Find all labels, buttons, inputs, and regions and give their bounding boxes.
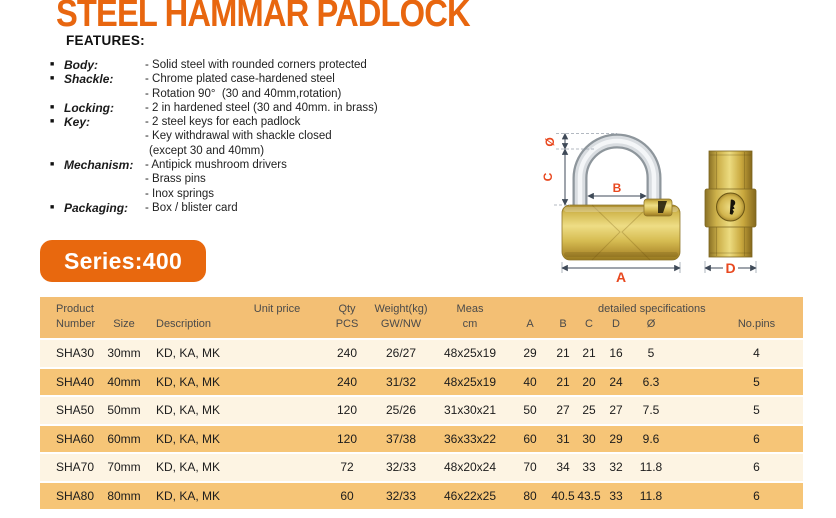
feature-row: [50, 201, 378, 215]
col-header: No.pins: [737, 318, 776, 330]
col-header: [96, 303, 152, 315]
table-cell: 46x22x25: [443, 488, 497, 503]
table-cell: 50mm: [107, 403, 141, 417]
table-cell: 31: [556, 431, 570, 446]
table-cell: 48x20x24: [443, 460, 497, 474]
table-header: [40, 297, 803, 338]
table-cell: 6: [753, 460, 760, 474]
bullet-icon: ■: [50, 118, 55, 126]
page-title: STEEL HAMMAR PADLOCK: [56, 0, 470, 35]
table-cell: 6.3: [642, 374, 660, 389]
feature-text: - Key withdrawal with shackle closed: [145, 130, 332, 143]
bullet-icon: [50, 129, 64, 143]
table-cell: 120: [336, 431, 358, 446]
table-cell: 72: [340, 460, 354, 474]
table-row: [40, 369, 803, 396]
table-cell: 30mm: [107, 346, 141, 360]
bullet-icon: ■: [50, 161, 55, 169]
table-cell: 16: [609, 346, 623, 360]
table-cell: 36x33x22: [443, 431, 497, 446]
table-cell: 5: [753, 374, 760, 389]
padlock-side-view: [705, 151, 756, 257]
feature-label: [64, 129, 145, 143]
table-cell: KD, KA, MK: [156, 488, 221, 503]
series-badge: [40, 240, 206, 282]
col-header: B: [559, 318, 567, 330]
col-header: D: [612, 318, 620, 330]
table-cell: KD, KA, MK: [156, 403, 221, 417]
feature-text: - Inox springs: [145, 187, 215, 200]
dim-label-diameter: Ø: [543, 137, 557, 147]
table-cell: 34: [556, 460, 570, 474]
feature-text: - Brass pins: [145, 173, 206, 186]
feature-label: Locking:: [64, 100, 114, 115]
feature-label: [64, 172, 145, 186]
padlock-body: [562, 199, 680, 260]
bullet-icon: ■: [50, 61, 55, 68]
table-cell: 32/33: [385, 488, 417, 503]
feature-row: [50, 115, 378, 129]
side-dimensions: [705, 260, 756, 276]
table-cell: 29: [609, 431, 623, 446]
col-header: GW/NW: [380, 318, 422, 330]
table-cell: 31/32: [385, 374, 417, 389]
feature-text: - 2 steel keys for each padlock: [145, 116, 301, 129]
table-cell: 4: [753, 346, 760, 360]
feature-text: - Chrome plated case-hardened steel: [145, 73, 335, 86]
table-cell: 120: [336, 403, 358, 417]
feature-row: [50, 129, 378, 143]
table-cell: [232, 369, 322, 396]
features-heading: FEATURES:: [66, 33, 145, 48]
feature-label: [64, 144, 145, 158]
feature-row: [50, 172, 378, 186]
col-header: PCS: [335, 318, 359, 330]
feature-text: - 2 in hardened steel (30 and 40mm. in brass): [145, 101, 378, 114]
bullet-icon: ■: [50, 75, 55, 83]
col-header: Ø: [646, 318, 656, 330]
table-cell: 50: [523, 403, 537, 417]
table-cell: 40mm: [107, 374, 141, 389]
table-cell: 37/38: [385, 431, 417, 446]
table-cell: 6: [753, 431, 760, 446]
padlock-diagram: [540, 115, 802, 290]
table-cell: 21: [556, 346, 570, 360]
feature-row: [50, 58, 378, 72]
bullet-icon: [50, 144, 64, 158]
table-cell: 60: [523, 431, 537, 446]
table-cell: 60mm: [107, 431, 141, 446]
table-cell: 43.5: [577, 488, 601, 503]
col-header: Number: [56, 318, 96, 330]
table-cell: 9.6: [642, 431, 660, 446]
table-cell: KD, KA, MK: [156, 374, 221, 389]
table-row: [40, 340, 803, 367]
table-cell: 33: [609, 488, 623, 503]
table-cell: 80mm: [107, 488, 141, 503]
table-cell: 21: [582, 346, 596, 360]
table-cell: 33: [582, 460, 596, 474]
feature-row: [50, 72, 378, 86]
feature-row: [50, 144, 378, 158]
table-cell: 70: [523, 460, 537, 474]
col-header: Weight(kg): [374, 303, 428, 315]
table-cell: [232, 454, 322, 481]
table-cell: 80: [523, 488, 537, 503]
table-cell: 32/33: [385, 460, 417, 474]
table-cell: [232, 426, 322, 453]
feature-label: Mechanism:: [64, 158, 134, 173]
col-header: Product: [56, 303, 94, 315]
col-header: Description: [156, 318, 212, 330]
table-cell: KD, KA, MK: [156, 460, 221, 474]
table-cell: SHA30: [56, 346, 95, 360]
table-cell: SHA60: [56, 431, 95, 446]
feature-row: [50, 158, 378, 172]
table-cell: KD, KA, MK: [156, 346, 221, 360]
bullet-icon: [50, 172, 64, 186]
feature-label: Body:: [64, 58, 98, 72]
bullet-icon: [50, 87, 64, 101]
feature-text: (except 30 and 40mm): [149, 144, 265, 157]
feature-label: Shackle:: [64, 72, 114, 87]
feature-text: - Antipick mushroom drivers: [145, 159, 287, 172]
table-cell: [232, 483, 322, 510]
dim-label-b: B: [612, 181, 622, 195]
feature-text: - Rotation 90° (30 and 40mm,rotation): [145, 87, 342, 100]
table-cell: 25: [582, 403, 596, 417]
table-cell: 26/27: [385, 346, 417, 360]
feature-text: - Box / blister card: [145, 201, 238, 214]
table-cell: 27: [609, 403, 623, 417]
table-cell: 20: [582, 374, 596, 389]
col-header: Meas: [456, 303, 484, 315]
table-row: [40, 426, 803, 453]
col-header: A: [526, 318, 534, 330]
table-cell: 60: [340, 488, 354, 503]
table-cell: [232, 397, 322, 424]
feature-row: [50, 187, 378, 201]
feature-label: Packaging:: [64, 200, 129, 215]
table-cell: 30: [582, 431, 596, 446]
col-header: C: [585, 318, 593, 330]
spec-table: [40, 297, 803, 509]
table-cell: SHA50: [56, 403, 95, 417]
feature-label: [64, 87, 145, 101]
series-badge-label: Series:400: [63, 247, 183, 274]
table-row: [40, 397, 803, 424]
table-cell: 11.8: [639, 460, 663, 474]
table-cell: 70mm: [107, 460, 141, 474]
table-cell: 7.5: [642, 403, 660, 417]
feature-row: [50, 101, 378, 115]
table-cell: SHA40: [56, 374, 95, 389]
table-header-line2: [40, 318, 803, 330]
table-cell: 6: [753, 488, 760, 503]
col-header: cm: [462, 318, 478, 330]
feature-label: [64, 187, 145, 201]
col-header: [152, 303, 232, 315]
dim-label-a: A: [615, 269, 627, 285]
features-list: [50, 58, 378, 215]
table-cell: 40.5: [551, 488, 575, 503]
table-cell: 240: [336, 346, 358, 360]
table-row: [40, 454, 803, 481]
table-cell: [232, 340, 322, 367]
table-cell: SHA80: [56, 488, 95, 503]
dim-label-c: C: [541, 172, 555, 182]
table-cell: 48x25x19: [443, 346, 497, 360]
table-cell: 48x25x19: [443, 374, 497, 389]
table-cell: 32: [609, 460, 623, 474]
table-cell: 5: [753, 403, 760, 417]
table-cell: 21: [556, 374, 570, 389]
col-header: [232, 318, 322, 330]
table-cell: 240: [336, 374, 358, 389]
table-cell: 29: [523, 346, 537, 360]
table-cell: 31x30x21: [443, 403, 497, 417]
col-header: Size: [113, 318, 135, 330]
table-cell: 27: [556, 403, 570, 417]
feature-label: Key:: [64, 115, 91, 130]
table-cell: SHA70: [56, 460, 95, 474]
bullet-icon: ■: [50, 103, 55, 111]
table-cell: 11.8: [639, 488, 663, 503]
col-header: Qty: [338, 303, 356, 315]
bullet-icon: ■: [50, 203, 55, 211]
table-cell: 24: [609, 374, 623, 389]
bullet-icon: [50, 187, 64, 201]
detailed-specs-group-header: detailed specifications: [598, 303, 706, 315]
table-row: [40, 483, 803, 510]
feature-text: - Solid steel with rounded corners protected: [145, 59, 367, 71]
table-cell: KD, KA, MK: [156, 431, 221, 446]
dim-label-d: D: [725, 260, 736, 276]
table-cell: 40: [523, 374, 537, 389]
col-header: Unit price: [253, 303, 301, 315]
feature-row: [50, 87, 378, 101]
table-cell: 25/26: [385, 403, 417, 417]
table-cell: 5: [647, 346, 655, 360]
